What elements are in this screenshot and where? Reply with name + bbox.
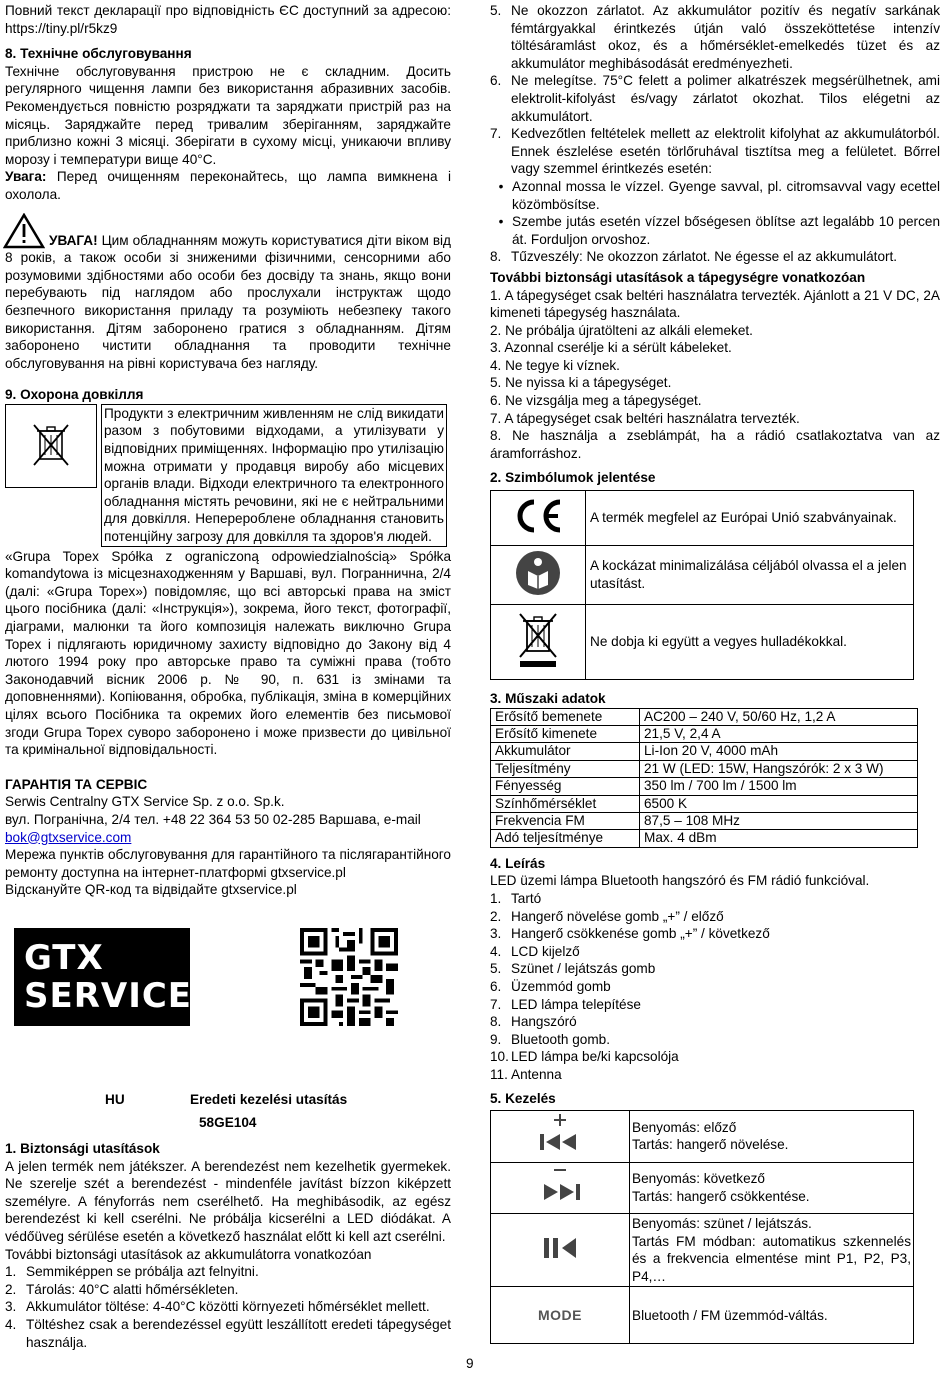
safety-text: A jelen termék nem játékszer. A berendezést nem kezelhetik gyermekek. Ne szerelje szét a berendezést - mindenféle javítást bízzon kiképzett személyre. A fényforrás nem cserélhető. Ha meghibásodik, az egész berendezést ki kell cserélni. Ne próbálja kicserélni a LED diódákat. A védőüveg sérülése esetén a következő használat előtt ki kell azt cserélni.: [5, 1158, 451, 1244]
list-item-number: 5.: [490, 961, 502, 977]
operation-title: 5. Kezelés: [490, 1090, 556, 1106]
list-item-text: Hangerő csökkenése gomb „+” / következő: [511, 926, 770, 942]
list-item-number: 6.: [490, 73, 502, 89]
environment-box: [5, 404, 451, 547]
service-line-2: вул. Погранічна, 2/4 тел. +48 22 364 53 50 02-285 Варшава, e-mail: [5, 811, 421, 827]
bullet-text: Azonnal mossa le vízzel. Gyenge savval, pl. citromsavval vagy ecettel közömbösítse.: [512, 178, 940, 212]
psu-item: 1. A tápegységet csak beltéri használatra tervezték. Ajánlott a 21 V DC, 2A kimeneti tápegység használata.: [490, 287, 940, 321]
hu-manual-title: Eredeti kezelési utasítás: [190, 1092, 348, 1107]
child-warning-text: Цим обладнанням можуть користуватися діти віком від 8 років, а також особи зі зниженими фізичними, сенсорними або розумовими здібностями або особи без досвіду та знань, якщо вони перебувають під наглядом або прослухали інструктаж щодо безпечного використання приладу та розуміють небезпеку такого використання. Дітям заборонено гратися з обладнанням. Дітям заборонено чистити обладнання та проводити технічне обслуговування на рівні користувача без нагляду.: [5, 232, 451, 371]
symbol-cell: [491, 605, 586, 680]
spec-value: AC200 – 240 V, 50/60 Hz, 1,2 A: [640, 708, 918, 725]
list-item: [490, 1066, 940, 1084]
operation-table: [490, 1110, 914, 1344]
battery-safety-title: További biztonsági utasítások az akkumulátorra vonatkozóan: [5, 1246, 372, 1262]
spec-label: Teljesítmény: [491, 760, 640, 777]
list-item-text: Akkumulátor töltése: 4-40°C közötti környezeti hőmérséklet mellett.: [26, 1299, 430, 1315]
list-item: [490, 908, 940, 926]
environment-title: 9. Охорона довкілля: [5, 387, 144, 403]
symbols-title: 2. Szimbólumok jelentése: [490, 470, 656, 486]
symbol-cell: [491, 546, 586, 605]
operation-line: Tartás: hangerő növelése.: [632, 1137, 789, 1153]
psu-item: 5. Ne nyissa ki a tápegységet.: [490, 375, 672, 391]
list-item: [490, 2, 940, 72]
spec-label: Erősítő bemenete: [491, 708, 640, 725]
table-row: [491, 605, 914, 680]
list-item-text: Hangerő növelése gomb „+” / előző: [511, 908, 724, 924]
description-text: LED üzemi lámpa Bluetooth hangszóró és FM rádió funkcióval.: [490, 873, 870, 889]
spec-label: Adó teljesítménye: [491, 830, 640, 847]
scan-qr-text: Відскануйте QR-код та відвідайте gtxservice.pl: [5, 882, 297, 898]
list-item: [490, 248, 940, 266]
psu-item: 3. Azonnal cserélje ki a sérült kábeleket.: [490, 340, 732, 356]
list-item: [490, 1031, 940, 1049]
bullet-icon: •: [498, 214, 504, 230]
psu-title: További biztonsági utasítások a tápegységre vonatkozóan: [490, 269, 866, 285]
specs-title: 3. Műszaki adatok: [490, 691, 606, 707]
operation-text: [630, 1162, 914, 1214]
list-item-text: Üzemmód gomb: [511, 979, 611, 995]
list-item-number: 10.: [490, 1049, 509, 1065]
battery-safety-list-left: [5, 1263, 451, 1351]
list-item: [490, 978, 940, 996]
parts-list: [490, 890, 940, 1084]
spec-label: Fényesség: [491, 778, 640, 795]
declaration-intro: Повний текст декларації про відповідність ЄС доступний за адресою: https://tiny.pl/r5kz9: [5, 3, 451, 36]
spec-value: 350 lm / 700 lm / 1500 lm: [640, 778, 918, 795]
list-item-text: Ne melegítse. 75°C felett a polimer alkatrészek megsérülhetnek, ami elektrolit-kifolyást és/vagy zárlatot okozhat. Tilos elégetni az akkumulátort.: [511, 73, 940, 124]
list-item-number: 9.: [490, 1031, 502, 1047]
list-item: [490, 72, 940, 125]
list-item-number: 5.: [490, 3, 502, 18]
table-row: [491, 813, 918, 830]
bullet-icon: •: [498, 178, 504, 194]
list-item: [5, 1316, 451, 1351]
list-item-text: Hangszóró: [511, 1014, 577, 1030]
spec-label: Akkumulátor: [491, 743, 640, 760]
list-item: [490, 1013, 940, 1031]
spec-label: Erősítő kimenete: [491, 726, 640, 743]
contact-bullets: [490, 178, 940, 248]
operation-icon-cell: [491, 1287, 630, 1344]
left-column: [5, 0, 451, 899]
table-row: [491, 1162, 914, 1214]
qr-code-icon[interactable]: [300, 928, 398, 1026]
specs-table: [490, 708, 918, 848]
table-row: [491, 1214, 914, 1287]
crossed-bin-icon: [31, 421, 71, 471]
list-item: [490, 960, 940, 978]
battery-safety-list-right: [490, 2, 940, 178]
child-warning-label: УВАГА!: [49, 232, 98, 248]
table-row: [491, 726, 918, 743]
logo-line-1: GTX: [24, 938, 104, 978]
list-item: [5, 1298, 451, 1316]
bullet-text: Szembe jutás esetén vízzel bőségesen öblítse azt legalább 10 percen át. Forduljon orvoshoz.: [512, 214, 940, 247]
operation-line: Benyomás: következő: [632, 1171, 765, 1187]
operation-line: Tartás FM módban: automatikus szkennelés és a frekvencia elmentése mint P1, P2, P3, P4,…: [632, 1233, 911, 1284]
list-item-text: Ne okozzon zárlatot. Az akkumulátor pozitív és negatív sarkának fémtárgyakkal érintkezés útján való összeköttetése intenzív töltésáramlást okoz, és a hőmérséklet-emelkedés tüzet és az akkumulátor meghibásodását eredményezheti.: [511, 3, 940, 71]
logo-line-2: SERVICE: [24, 976, 193, 1016]
list-item: [5, 1263, 451, 1281]
warranty-title: ГАРАНТІЯ ТА СЕРВІС: [5, 776, 148, 792]
maintenance-warning-label: Увага:: [5, 169, 47, 185]
maintenance-warning: [5, 168, 451, 203]
list-item-text: Semmiképpen se próbálja azt felnyitni.: [26, 1264, 259, 1280]
table-row: [491, 830, 918, 847]
symbol-cell: [491, 491, 586, 546]
operation-icon-cell: [491, 1111, 630, 1163]
list-item-text: Bluetooth gomb.: [511, 1031, 610, 1047]
ce-mark-icon: [510, 496, 566, 536]
psu-item: 2. Ne próbálja újratölteni az alkáli elemeket.: [490, 322, 753, 338]
table-row: [491, 491, 914, 546]
symbol-text: A kockázat minimalizálása céljából olvassa el a jelen utasítást.: [586, 546, 914, 605]
operation-icon-cell: [491, 1214, 630, 1287]
spec-value: 21 W (LED: 15W, Hangszórók: 2 x 3 W): [640, 760, 918, 777]
maintenance-text: Технічне обслуговування пристрою не є складним. Досить регулярного чищення лампи без використання абразивних засобів. Рекомендується повністю розряджати та заряджати пристрій раз на місяць. Заряджайте перед тривалим зберіганням, заряджайте приблизно кожні 3 місяці. Зберігати в сухому місці, уникаючи впливу морозу і температури вище 40°C.: [5, 63, 451, 167]
list-item-number: 6.: [490, 979, 502, 995]
spec-value: Max. 4 dBm: [640, 830, 918, 847]
symbols-table: [490, 490, 914, 680]
table-row: [491, 778, 918, 795]
list-item-number: 7.: [490, 996, 502, 1012]
maintenance-warning-text: Перед очищенням переконайтесь, що лампа вимкнена і охолола.: [5, 169, 451, 202]
list-item-number: 4.: [490, 943, 502, 959]
hu-safety-section: [5, 1140, 451, 1351]
right-column: [490, 0, 940, 1344]
operation-text: [630, 1214, 914, 1287]
spec-label: Színhőmérséklet: [491, 795, 640, 812]
list-item-number: 7.: [490, 126, 502, 142]
operation-line: Tartás: hangerő csökkentése.: [632, 1189, 810, 1205]
maintenance-title: 8. Технічне обслуговування: [5, 46, 192, 62]
crossed-bin-icon: [516, 609, 560, 671]
list-item-text: Tűzveszély: Ne okozzon zárlatot. Ne égesse el az akkumulátort.: [511, 249, 898, 265]
spec-value: 21,5 V, 2,4 A: [640, 726, 918, 743]
table-row: [491, 546, 914, 605]
list-item-number: 4.: [5, 1316, 17, 1332]
spec-value: Li-Ion 20 V, 4000 mAh: [640, 743, 918, 760]
table-row: [491, 708, 918, 725]
list-item: [490, 943, 940, 961]
list-item-number: 8.: [490, 1014, 502, 1030]
table-row: [491, 795, 918, 812]
psu-item: 7. A tápegységet csak beltéri használatra tervezték.: [490, 410, 800, 426]
description-title: 4. Leírás: [490, 855, 546, 871]
minus-next-icon: [530, 1164, 590, 1208]
list-item-number: 1.: [490, 891, 502, 907]
warning-triangle-icon: [3, 213, 45, 249]
copyright-notice: «Grupa Topex Spółka z ograniczoną odpowiedzialnością» Spółka komandytowa із місцезнаходженням у Варшаві, вул. Пограннична, 2/4 (далі: «Grupa Topex») повідомляє, що всі авторські права на зміст цього посібника (далі: «Інструкція»), зокрема, його текст, фотографії, діаграми, малюнки та його композиція належать виключно Grupa Topex і підлягають юридичному захисту відповідно до Закону від 4 лютого 1994 року про авторське право та суміжні права (тобто Законодавчий вісник 2006 р. № 90, п. 631 із змінами та доповненнями). Копіювання, обробка, публікація, зміна в комерційних цілях всього Посібника та окремих його елементів без письмової згоди Grupa Topex суворо заборонено і може призвести до цивільної та кримінальної відповідальності.: [5, 548, 451, 758]
operation-text: [630, 1111, 914, 1163]
spec-value: 87,5 – 108 MHz: [640, 813, 918, 830]
list-item-text: Antenna: [511, 1067, 562, 1082]
list-item-text: LCD kijelző: [511, 943, 580, 959]
mode-button-icon: MODE: [538, 1306, 582, 1323]
list-item-text: LED lámpa telepítése: [511, 996, 641, 1012]
list-item-text: Szünet / lejátszás gomb: [511, 961, 656, 977]
play-pause-icon: [530, 1230, 590, 1266]
table-row: [491, 1287, 914, 1344]
language-code: HU: [105, 1092, 125, 1107]
page-number: 9: [466, 1356, 474, 1371]
list-item: [490, 890, 940, 908]
bullet-item: [490, 213, 940, 248]
list-item-number: 8.: [490, 249, 502, 265]
operation-text: [630, 1287, 914, 1344]
psu-item: 4. Ne tegye ki víznek.: [490, 357, 620, 373]
gtx-service-logo: [14, 928, 193, 1026]
spec-value: 6500 K: [640, 795, 918, 812]
list-item: [490, 125, 940, 178]
child-warning: [5, 213, 451, 373]
service-network-text: Мережа пунктів обслуговування для гарантійного та післягарантійного ремонту доступна на інтернет-платформі gtxservice.pl: [5, 847, 451, 880]
list-item-number: 3.: [5, 1299, 17, 1315]
list-item-number: 1.: [5, 1264, 17, 1280]
list-item-number: 11.: [490, 1067, 508, 1082]
list-item-number: 3.: [490, 926, 502, 942]
plus-previous-icon: [530, 1112, 590, 1156]
model-number: 58GE104: [199, 1115, 257, 1130]
list-item: [490, 1048, 940, 1066]
symbol-text: Ne dobja ki együtt a vegyes hulladékokkal.: [586, 605, 914, 680]
list-item: [490, 996, 940, 1014]
list-item-number: 2.: [5, 1281, 17, 1297]
safety-title: 1. Biztonsági utasítások: [5, 1141, 160, 1156]
bullet-item: [490, 178, 940, 213]
list-item: [5, 1281, 451, 1299]
operation-icon-cell: [491, 1162, 630, 1214]
list-item: [490, 925, 940, 943]
operation-line: Bluetooth / FM üzemmód-váltás.: [632, 1307, 828, 1323]
operation-line: Benyomás: szünet / lejátszás.: [632, 1216, 812, 1232]
list-item-text: Tartó: [511, 891, 542, 907]
table-row: [491, 743, 918, 760]
psu-list: [490, 287, 940, 463]
operation-line: Benyomás: előző: [632, 1119, 737, 1135]
read-manual-icon: [514, 549, 562, 597]
symbol-text: A termék megfelel az Európai Unió szabványainak.: [586, 491, 914, 546]
weee-icon-box: [5, 404, 97, 488]
psu-item: 8. Ne használja a zseblámpát, ha a rádió csatlakoztatva van az áramforráshoz.: [490, 428, 940, 461]
psu-item: 6. Ne vizsgálja meg a tápegységet.: [490, 393, 702, 409]
spec-label: Frekvencia FM: [491, 813, 640, 830]
service-email-link[interactable]: bok@gtxservice.com: [5, 829, 132, 845]
list-item-text: LED lámpa be/ki kapcsolója: [511, 1049, 679, 1065]
list-item-text: Kedvezőtlen feltételek mellett az elektrolit kifolyhat az akkumulátorból. Ennek észlelése esetén törlőruhával tisztítsa meg a felületet. Bőrrel vagy szemmel érintkezés esetén:: [511, 126, 940, 177]
list-item-number: 2.: [490, 908, 502, 924]
list-item-text: Tárolás: 40°C alatti hőmérsékleten.: [26, 1281, 239, 1297]
service-line-1: Serwis Centralny GTX Service Sp. z o.o. Sp.k.: [5, 794, 285, 810]
list-item-text: Töltéshez csak a berendezéssel együtt leszállított eredeti tápegységet használja.: [26, 1316, 451, 1350]
table-row: [491, 1111, 914, 1163]
table-row: [491, 760, 918, 777]
environment-text: Продукти з електричним живленням не слід викидати разом з побутовими відходами, а утилізувати у відповідних приміщеннях. Інформацію про утилізацію можна отримати у продавця виробу або місцевих органів влади. Відходи електричного та електронного обладнання містять речовини, які не є нейтральними для довкілля. Неперероблене обладнання становить потенційну загрозу для довкілля та здоров'я людей.: [101, 404, 447, 547]
